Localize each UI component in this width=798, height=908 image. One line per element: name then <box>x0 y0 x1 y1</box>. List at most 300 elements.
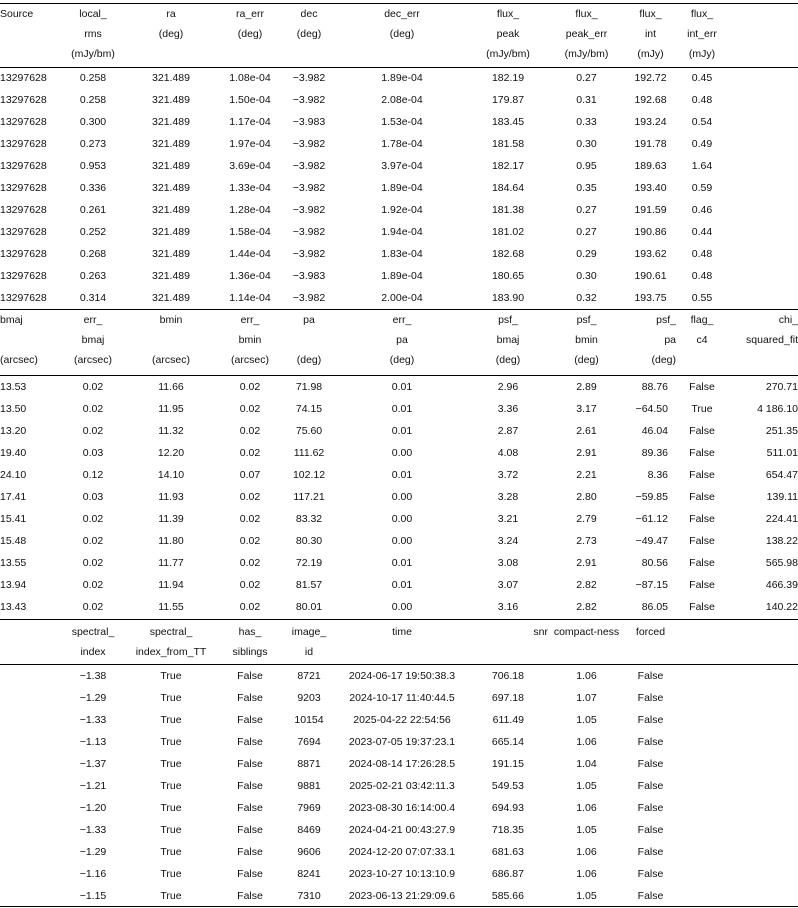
table-cell <box>0 753 62 775</box>
table-cell: 3.72 <box>497 469 519 481</box>
table-cell: 1.78e-04 <box>381 138 423 150</box>
table-cell: 0.02 <box>239 491 261 503</box>
column-header-cell: pa <box>396 334 408 346</box>
table-cell: 0.95 <box>576 160 597 172</box>
table-cell: 193.24 <box>634 116 667 128</box>
table-cell: 0.01 <box>391 381 413 393</box>
column-header-cell: forced <box>635 626 666 638</box>
table-cell: 3.07 <box>497 579 519 591</box>
column-header-cell: local_ <box>79 8 107 20</box>
table-row <box>0 67 798 89</box>
table-cell: 0.314 <box>79 292 107 304</box>
table-cell: 1.83e-04 <box>381 248 423 260</box>
column-header-cell: (arcsec) <box>0 354 38 366</box>
column-header-cell <box>336 642 468 662</box>
table-cell: 0.02 <box>82 513 104 525</box>
table-cell: −3.982 <box>292 292 326 304</box>
column-header-cell: (arcsec) <box>231 354 269 366</box>
table-cell <box>728 885 798 907</box>
table-cell: 1.64 <box>691 160 713 172</box>
table-row <box>0 819 798 841</box>
table-cell: 0.12 <box>82 469 104 481</box>
table-cell: True <box>160 692 182 704</box>
table-cell: 321.489 <box>152 226 190 238</box>
table-cell: 88.76 <box>641 381 668 393</box>
table1-header <box>0 4 798 64</box>
table-cell: 0.300 <box>79 116 107 128</box>
table-cell: 86.05 <box>641 601 668 613</box>
table-cell: 2.73 <box>576 535 597 547</box>
table-cell: 1.44e-04 <box>229 248 271 260</box>
table-cell: 686.87 <box>491 868 524 880</box>
table-cell: False <box>637 824 664 836</box>
table-cell: 24.10 <box>0 469 27 481</box>
table-cell: False <box>237 802 263 814</box>
table-cell: 3.28 <box>497 491 519 503</box>
column-header-cell: c4 <box>696 334 708 346</box>
table-row <box>0 243 798 265</box>
table-cell: 565.98 <box>765 557 798 569</box>
table-cell: True <box>160 890 182 902</box>
table-cell <box>728 709 798 731</box>
table-cell <box>0 665 62 687</box>
table-cell: 3.21 <box>497 513 519 525</box>
table-cell: 12.20 <box>157 447 185 459</box>
table-cell: 0.48 <box>691 248 713 260</box>
table-cell: −3.982 <box>292 182 326 194</box>
column-header-cell: psf_ <box>498 314 518 326</box>
column-header-cell: Source <box>0 8 34 20</box>
table-cell: 549.53 <box>491 780 524 792</box>
table-cell: 13.43 <box>0 601 27 613</box>
table-cell: 7969 <box>297 802 321 814</box>
table-row <box>0 885 798 907</box>
table-cell: 193.62 <box>634 248 667 260</box>
table-cell: 193.75 <box>634 292 667 304</box>
table-cell: 15.41 <box>0 513 27 525</box>
table-cell: 0.02 <box>239 447 261 459</box>
table-row <box>0 398 798 420</box>
spacer-cell <box>728 243 798 265</box>
table-cell: 2.82 <box>576 601 597 613</box>
table-cell: 8721 <box>297 670 321 682</box>
table-cell: 191.78 <box>634 138 667 150</box>
table-cell: −3.982 <box>292 160 326 172</box>
table-cell: 89.36 <box>641 447 668 459</box>
column-header-cell: squared_fit <box>746 334 798 346</box>
table-cell: 0.01 <box>391 403 413 415</box>
column-header-cell: bmaj <box>0 314 23 326</box>
table-cell: 0.02 <box>82 403 104 415</box>
table-row <box>0 221 798 243</box>
table-cell <box>728 863 798 885</box>
table-row <box>0 376 798 398</box>
table-cell: 139.11 <box>766 491 798 503</box>
table-cell: 511.01 <box>766 447 798 459</box>
table-cell: True <box>691 403 713 415</box>
table-cell: 13297628 <box>0 248 47 260</box>
column-header-cell: flux_ <box>496 8 520 20</box>
table-cell: False <box>689 579 715 591</box>
table-cell: 0.59 <box>691 182 713 194</box>
table-cell: True <box>160 780 182 792</box>
table-cell: 15.48 <box>0 535 27 547</box>
table-cell: 190.86 <box>634 226 667 238</box>
table-cell: 585.66 <box>491 890 524 902</box>
table-cell: 1.06 <box>576 670 597 682</box>
column-header-cell: dec <box>300 8 318 20</box>
table-cell <box>0 841 62 863</box>
table-cell: 321.489 <box>152 72 190 84</box>
column-header-cell: compact-ness <box>553 626 620 638</box>
table-cell: 0.45 <box>691 72 713 84</box>
table-cell: 0.02 <box>239 557 261 569</box>
table-cell: 11.80 <box>158 535 184 547</box>
table-cell: 2023-07-05 19:37:23.1 <box>348 736 456 748</box>
table-cell <box>728 797 798 819</box>
table-cell: 0.02 <box>239 403 261 415</box>
column-header-cell: flag_ <box>690 314 714 326</box>
table-cell: −3.983 <box>292 270 326 282</box>
table-cell: 182.68 <box>491 248 525 260</box>
table-cell: 1.89e-04 <box>381 270 423 282</box>
table-cell: −1.20 <box>79 802 107 814</box>
table-cell <box>728 753 798 775</box>
table-cell: 0.32 <box>576 292 597 304</box>
table-cell: 11.93 <box>158 491 184 503</box>
table-cell: 0.00 <box>391 535 413 547</box>
spacer-cell <box>676 819 728 841</box>
table-row <box>0 753 798 775</box>
table-cell: −87.15 <box>635 579 668 591</box>
table-cell: 0.46 <box>691 204 713 216</box>
column-header-cell <box>625 642 676 662</box>
column-header-cell <box>124 44 218 64</box>
column-header-cell: err_ <box>240 314 260 326</box>
spacer-cell <box>728 44 798 64</box>
table-cell: 11.55 <box>158 601 184 613</box>
table-cell <box>728 775 798 797</box>
table-cell: 706.18 <box>491 670 524 682</box>
table-cell: False <box>637 758 664 770</box>
table-cell: 8.36 <box>647 469 668 481</box>
table-cell: 3.24 <box>497 535 519 547</box>
table-cell: 140.22 <box>765 601 798 613</box>
table-cell: 1.14e-04 <box>229 292 271 304</box>
column-header-cell: (mJy/bm) <box>486 48 530 60</box>
table1-header-row <box>0 44 798 64</box>
table-cell: −3.983 <box>292 116 326 128</box>
table-cell: 0.48 <box>691 94 713 106</box>
table-cell: 191.59 <box>634 204 667 216</box>
column-header-cell <box>728 622 798 642</box>
column-header-cell: spectral_ <box>149 626 193 638</box>
table-cell: 14.10 <box>157 469 185 481</box>
table-cell: 270.71 <box>765 381 798 393</box>
table-cell: 17.41 <box>0 491 27 503</box>
table-cell: 111.62 <box>293 447 325 459</box>
column-header-cell: (arcsec) <box>152 354 190 366</box>
column-header-cell: (deg) <box>574 354 599 366</box>
table-cell: 2.82 <box>576 579 597 591</box>
table-cell: 0.02 <box>239 601 261 613</box>
table-cell: 1.07 <box>576 692 597 704</box>
table-cell: 1.94e-04 <box>381 226 423 238</box>
table-cell <box>728 665 798 687</box>
table-cell: False <box>689 447 715 459</box>
table-cell: False <box>637 802 664 814</box>
table-cell: 2023-08-30 16:14:00.4 <box>348 802 456 814</box>
spacer-cell <box>676 863 728 885</box>
table-cell: 2.89 <box>576 381 597 393</box>
column-header-cell <box>548 642 625 662</box>
table-cell: 19.40 <box>0 447 27 459</box>
column-header-cell <box>282 330 336 350</box>
table-cell: 0.258 <box>79 72 107 84</box>
table-cell: 13.94 <box>0 579 27 591</box>
column-header-cell: flux_ <box>575 8 598 20</box>
table-cell: 321.489 <box>152 292 190 304</box>
table-cell: 1.05 <box>576 714 597 726</box>
table-cell: 13297628 <box>0 138 47 150</box>
table-cell: False <box>637 692 664 704</box>
table2-header-row <box>0 350 798 370</box>
table-cell: 13297628 <box>0 182 47 194</box>
table-cell: 1.53e-04 <box>381 116 423 128</box>
table-cell: 0.02 <box>82 535 104 547</box>
table-cell <box>0 819 62 841</box>
column-header-cell: (deg) <box>237 28 263 40</box>
table-cell: −1.37 <box>79 758 107 770</box>
table-cell: −3.982 <box>292 226 326 238</box>
table-cell: −49.47 <box>635 535 668 547</box>
spacer-cell <box>676 841 728 863</box>
table-cell: 1.04 <box>576 758 597 770</box>
table-cell: 321.489 <box>152 182 190 194</box>
table-cell: 1.06 <box>576 846 597 858</box>
column-header-cell <box>728 642 798 662</box>
spacer-cell <box>676 731 728 753</box>
column-header-cell <box>0 330 62 350</box>
column-header-cell: (mJy/bm) <box>71 48 115 60</box>
table-cell: False <box>237 758 263 770</box>
table-cell: 3.17 <box>576 403 597 415</box>
table-row <box>0 442 798 464</box>
table-cell: 13.20 <box>0 425 27 437</box>
table-row <box>0 199 798 221</box>
table-cell: 466.39 <box>765 579 798 591</box>
spacer-cell <box>676 797 728 819</box>
spacer-cell <box>728 111 798 133</box>
column-header-cell: dec_err <box>384 8 420 20</box>
table-row <box>0 731 798 753</box>
table-cell: 321.489 <box>152 248 190 260</box>
table3-body <box>0 665 798 907</box>
table-cell: 1.36e-04 <box>229 270 271 282</box>
column-header-cell <box>218 44 282 64</box>
table-cell: False <box>237 714 263 726</box>
column-header-cell: rms <box>84 28 102 40</box>
table-cell: True <box>160 868 182 880</box>
table-cell: 8469 <box>297 824 321 836</box>
column-header-cell: bmaj <box>81 334 105 346</box>
table-cell: 0.02 <box>82 601 104 613</box>
column-header-cell: has_ <box>238 626 262 638</box>
table-cell: 0.02 <box>239 579 261 591</box>
table-cell: 2.80 <box>576 491 597 503</box>
table-cell: −3.982 <box>292 138 326 150</box>
table2-body <box>0 376 798 618</box>
table-cell: 0.00 <box>391 513 413 525</box>
table-cell: 2.91 <box>576 557 597 569</box>
table-cell <box>0 709 62 731</box>
table-cell <box>0 863 62 885</box>
table-row <box>0 111 798 133</box>
table-cell: 665.14 <box>491 736 524 748</box>
table-row <box>0 133 798 155</box>
table-row <box>0 665 798 687</box>
spacer-cell <box>728 221 798 243</box>
table-cell: 80.56 <box>641 557 668 569</box>
column-header-cell <box>0 44 62 64</box>
table-cell: 0.02 <box>82 557 104 569</box>
table-cell: True <box>160 846 182 858</box>
table-cell: 4.08 <box>497 447 519 459</box>
table-cell: 321.489 <box>152 94 190 106</box>
column-header-cell: peak <box>496 28 520 40</box>
table-cell: 7694 <box>297 736 321 748</box>
table-row <box>0 530 798 552</box>
column-header-cell: image_ <box>291 626 327 638</box>
table-cell: 1.17e-04 <box>229 116 271 128</box>
column-header-cell: (mJy) <box>688 48 716 60</box>
table-row <box>0 841 798 863</box>
table-cell: False <box>237 736 263 748</box>
table-cell: 192.72 <box>634 72 667 84</box>
table-cell: 0.268 <box>79 248 107 260</box>
table-cell: True <box>160 758 182 770</box>
column-header-cell: (deg) <box>296 28 322 40</box>
table-cell: 3.97e-04 <box>381 160 423 172</box>
table-row <box>0 508 798 530</box>
table-cell: 321.489 <box>152 160 190 172</box>
column-header-cell: bmin <box>575 334 598 346</box>
column-header-cell <box>0 622 62 642</box>
table-cell: 11.32 <box>158 425 184 437</box>
table-cell: 2.91 <box>576 447 597 459</box>
column-header-cell: int <box>644 28 657 40</box>
table-cell: 0.29 <box>576 248 597 260</box>
table-cell: 0.02 <box>239 513 261 525</box>
table-cell: 192.68 <box>634 94 667 106</box>
table-cell: False <box>637 846 664 858</box>
table-cell: False <box>689 381 715 393</box>
table-cell: False <box>237 868 263 880</box>
table-cell: 182.19 <box>491 72 525 84</box>
table-cell: 0.00 <box>391 491 413 503</box>
table-cell: 13297628 <box>0 204 47 216</box>
spacer-cell <box>728 89 798 111</box>
table-cell: 697.18 <box>491 692 524 704</box>
table-cell: 321.489 <box>152 270 190 282</box>
spacer-cell <box>728 199 798 221</box>
table-cell: 1.05 <box>576 824 597 836</box>
table-cell: 179.87 <box>491 94 525 106</box>
spacer-cell <box>676 622 728 642</box>
table-cell: False <box>689 513 715 525</box>
table-cell: 0.00 <box>391 601 413 613</box>
table3-header <box>0 622 798 662</box>
table-cell: 80.01 <box>295 601 323 613</box>
table-cell: 1.06 <box>576 736 597 748</box>
column-header-cell: time <box>392 626 412 638</box>
table-cell: 193.40 <box>634 182 667 194</box>
table-cell: False <box>689 469 715 481</box>
table-cell: 2.96 <box>497 381 519 393</box>
spacer-cell <box>676 885 728 907</box>
table-cell: 181.02 <box>491 226 525 238</box>
column-header-cell: spectral_ <box>71 626 115 638</box>
column-header-cell: (deg) <box>389 354 415 366</box>
table-cell <box>728 687 798 709</box>
table-cell: 0.01 <box>391 579 413 591</box>
column-header-cell: index <box>80 646 106 658</box>
table-cell: False <box>637 868 664 880</box>
table-row <box>0 709 798 731</box>
column-header-cell: pa <box>303 314 315 326</box>
table-cell: 224.41 <box>765 513 798 525</box>
table-row <box>0 552 798 574</box>
table-cell: 190.61 <box>634 270 667 282</box>
table-cell: 13297628 <box>0 292 47 304</box>
table-cell: 81.57 <box>295 579 323 591</box>
table-cell: 718.35 <box>491 824 524 836</box>
table-cell: False <box>637 890 664 902</box>
table-cell: 0.01 <box>391 425 413 437</box>
table-cell: 0.49 <box>691 138 713 150</box>
column-header-cell: siblings <box>232 646 268 658</box>
table-cell: 0.261 <box>79 204 107 216</box>
table-cell: 0.953 <box>79 160 107 172</box>
spacer-cell <box>728 24 798 44</box>
column-header-cell: bmin <box>238 334 262 346</box>
table-cell: 181.38 <box>491 204 525 216</box>
table-cell: 11.95 <box>158 403 184 415</box>
table-cell: 0.27 <box>576 72 597 84</box>
column-header-cell: chi_ <box>778 314 798 326</box>
table-cell: False <box>689 601 715 613</box>
spacer-cell <box>728 287 798 309</box>
table2-shape-psf <box>0 310 798 370</box>
table-cell: True <box>160 802 182 814</box>
table-cell: 10154 <box>294 714 324 726</box>
table-cell: 9881 <box>297 780 321 792</box>
table-cell: 180.65 <box>491 270 525 282</box>
column-header-cell <box>282 44 336 64</box>
table-cell: 321.489 <box>152 138 190 150</box>
table-cell: 251.35 <box>765 425 798 437</box>
column-header-cell <box>124 330 218 350</box>
spacer-cell <box>728 133 798 155</box>
table-cell: 0.35 <box>576 182 597 194</box>
table-cell: 182.17 <box>491 160 525 172</box>
table-cell: 611.49 <box>492 714 524 726</box>
table-cell: 102.12 <box>292 469 326 481</box>
table-cell: −3.982 <box>292 248 326 260</box>
table-cell: 0.01 <box>391 469 413 481</box>
column-header-cell: ra <box>166 8 176 20</box>
table-row <box>0 863 798 885</box>
